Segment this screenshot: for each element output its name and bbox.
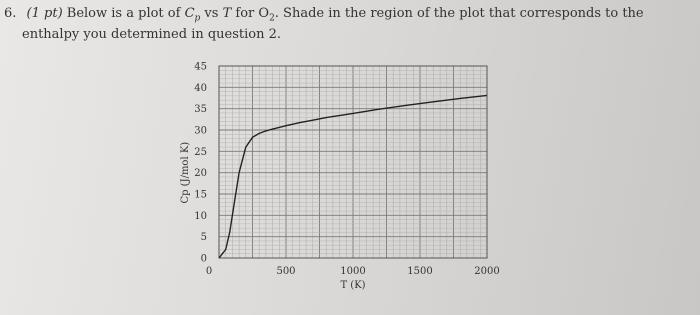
y-tick-label: 20 xyxy=(194,168,207,180)
y-axis-title: Cp (J/mol K) xyxy=(180,141,191,204)
y-tick-label: 25 xyxy=(194,146,207,158)
cp-symbol: $C_p$ xyxy=(184,6,201,24)
question-number: 6. xyxy=(4,6,17,21)
x-tick-labels xyxy=(206,266,500,277)
question-line-2: enthalpy you determined in question 2. xyxy=(22,26,282,42)
y-tick-label: 40 xyxy=(194,82,207,94)
question-text-b: . Shade in the region of the plot that corresponds to the xyxy=(274,6,644,21)
x-tick-label: 2000 xyxy=(474,266,500,277)
y-tick-label: 15 xyxy=(194,189,207,201)
x-tick-label: 1500 xyxy=(407,266,433,277)
y-tick-labels xyxy=(194,62,207,265)
x-tick-label: 1000 xyxy=(340,266,366,277)
o2-symbol: $O_2$ xyxy=(258,6,275,24)
y-tick-label: 0 xyxy=(200,253,207,265)
y-tick-label: 5 xyxy=(200,232,207,244)
t-symbol: T xyxy=(222,6,232,21)
x-axis-title: T (K) xyxy=(340,280,366,291)
vs-word: vs xyxy=(204,6,219,21)
x-tick-label: 500 xyxy=(276,266,296,277)
chart-grid xyxy=(219,66,487,258)
y-tick-label: 30 xyxy=(194,125,207,137)
y-tick-label: 10 xyxy=(194,210,207,222)
x-tick-label: 0 xyxy=(205,266,213,277)
y-tick-label: 45 xyxy=(194,61,207,73)
question-points: (1 pt) xyxy=(26,6,63,21)
for-word: for xyxy=(235,6,255,21)
y-tick-label: 35 xyxy=(194,104,207,116)
question-text-a: Below is a plot of xyxy=(66,6,181,21)
